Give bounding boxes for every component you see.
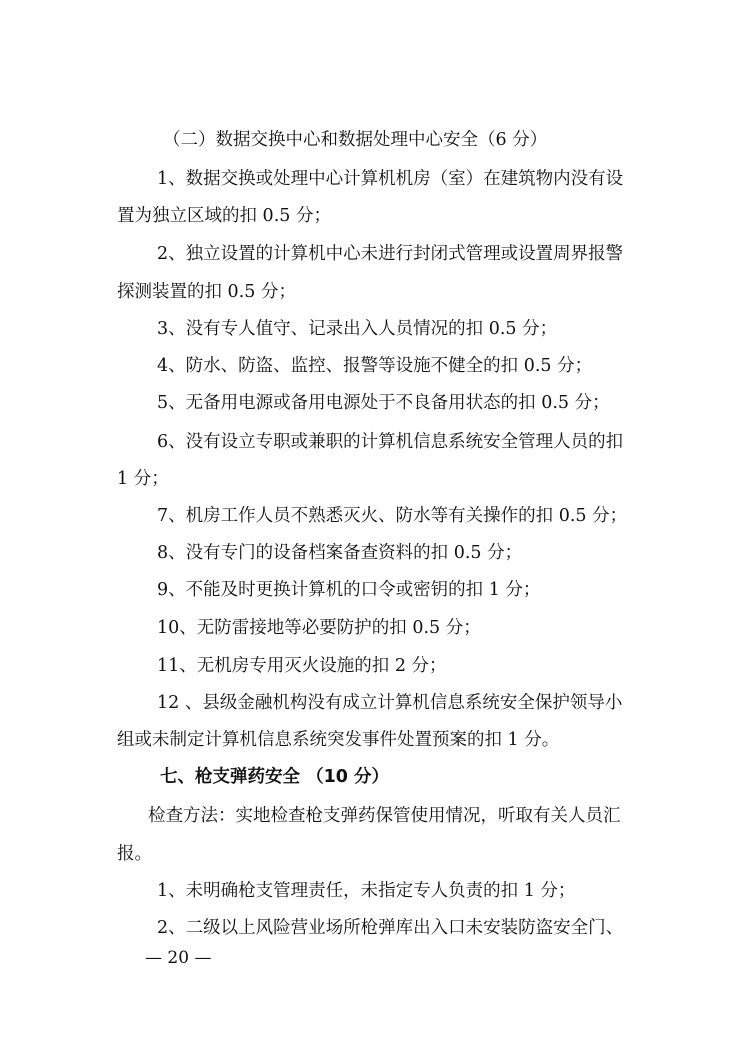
- section-title: （二）数据交换中心和数据处理中心安全（6 分）: [163, 130, 548, 150]
- check-method: 检查方法：实地检查枪支弹药保管使用情况，听取有关人员汇: [148, 806, 621, 826]
- page-number: — 20 —: [145, 948, 212, 968]
- list-item: 2、二级以上风险营业场所枪弹库出入口未安装防盗安全门、: [157, 918, 624, 938]
- list-item-continued: 组或未制定计算机信息系统突发事件处置预案的扣 1 分。: [117, 730, 560, 750]
- list-item: 2、独立设置的计算机中心未进行封闭式管理或设置周界报警: [157, 244, 624, 264]
- list-item: 5、无备用电源或备用电源处于不良备用状态的扣 0.5 分；: [157, 393, 610, 413]
- list-item: 3、没有专人值守、记录出入人员情况的扣 0.5 分；: [157, 319, 558, 339]
- list-item-continued: 1 分；: [117, 469, 169, 489]
- list-item: 10、无防雷接地等必要防护的扣 0.5 分；: [157, 618, 481, 638]
- list-item: 11、无机房专用灭火设施的扣 2 分；: [157, 656, 447, 676]
- list-item: 7、机房工作人员不熟悉灭火、防水等有关操作的扣 0.5 分；: [157, 506, 628, 526]
- list-item: 6、没有设立专职或兼职的计算机信息系统安全管理人员的扣: [157, 432, 624, 452]
- list-item: 9、不能及时更换计算机的口令或密钥的扣 1 分；: [157, 580, 541, 600]
- list-item-continued: 置为独立区域的扣 0.5 分；: [117, 206, 331, 226]
- list-item: 1、数据交换或处理中心计算机机房（室）在建筑物内没有设: [157, 169, 624, 189]
- list-item: 1、未明确枪支管理责任，未指定专人负责的扣 1 分；: [157, 881, 576, 901]
- section-heading: 七、枪支弹药安全 （10 分）: [160, 767, 390, 787]
- list-item: 12 、县级金融机构没有成立计算机信息系统安全保护领导小: [157, 693, 623, 713]
- check-method-continued: 报。: [117, 844, 152, 864]
- list-item: 4、防水、防盗、监控、报警等设施不健全的扣 0.5 分；: [157, 356, 593, 376]
- list-item-continued: 探测装置的扣 0.5 分；: [117, 282, 296, 302]
- list-item: 8、没有专门的设备档案备查资料的扣 0.5 分；: [157, 543, 523, 563]
